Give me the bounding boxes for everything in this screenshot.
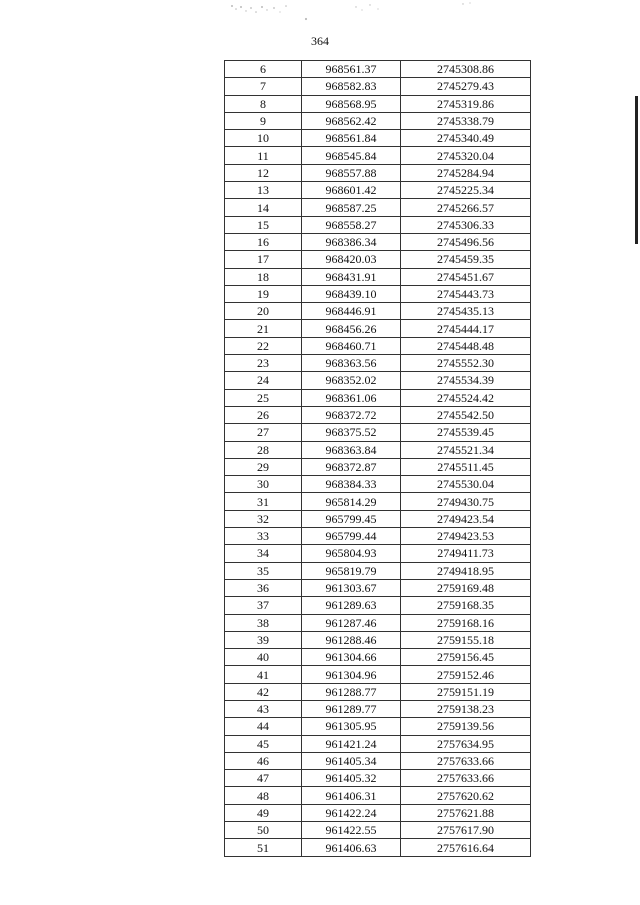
table-row (225, 95, 531, 112)
point-number-cell: 37 (225, 597, 302, 614)
y-coordinate-cell: 2759168.16 (401, 614, 531, 631)
table-row (225, 458, 531, 475)
y-coordinate-cell: 2745534.39 (401, 372, 531, 389)
point-number-cell: 39 (225, 631, 302, 648)
y-coordinate-cell: 2757616.64 (401, 839, 531, 856)
x-coordinate-cell: 968562.42 (302, 112, 401, 129)
point-number-cell: 16 (225, 233, 302, 250)
point-number-cell: 29 (225, 458, 302, 475)
point-number-cell: 45 (225, 735, 302, 752)
table-row (225, 61, 531, 78)
y-coordinate-cell: 2745225.34 (401, 182, 531, 199)
point-number-cell: 7 (225, 78, 302, 95)
table-row (225, 822, 531, 839)
point-number-cell: 21 (225, 320, 302, 337)
table-row (225, 562, 531, 579)
y-coordinate-cell: 2745496.56 (401, 233, 531, 250)
y-coordinate-cell: 2745444.17 (401, 320, 531, 337)
y-coordinate-cell: 2745306.33 (401, 216, 531, 233)
x-coordinate-cell: 961288.77 (302, 683, 401, 700)
y-coordinate-cell: 2745435.13 (401, 303, 531, 320)
point-number-cell: 46 (225, 752, 302, 769)
table-row (225, 441, 531, 458)
y-coordinate-cell: 2745320.04 (401, 147, 531, 164)
table-row (225, 476, 531, 493)
table-row (225, 579, 531, 596)
point-number-cell: 44 (225, 718, 302, 735)
x-coordinate-cell: 961422.24 (302, 804, 401, 821)
coordinate-table-body (225, 61, 531, 857)
table-row (225, 130, 531, 147)
table-row (225, 389, 531, 406)
table-row (225, 493, 531, 510)
table-row (225, 770, 531, 787)
y-coordinate-cell: 2759152.46 (401, 666, 531, 683)
y-coordinate-cell: 2745524.42 (401, 389, 531, 406)
x-coordinate-cell: 961289.77 (302, 700, 401, 717)
y-coordinate-cell: 2745319.86 (401, 95, 531, 112)
point-number-cell: 41 (225, 666, 302, 683)
x-coordinate-cell: 968372.87 (302, 458, 401, 475)
table-row (225, 199, 531, 216)
y-coordinate-cell: 2757633.66 (401, 770, 531, 787)
y-coordinate-cell: 2745542.50 (401, 406, 531, 423)
y-coordinate-cell: 2745443.73 (401, 285, 531, 302)
x-coordinate-cell: 968375.52 (302, 424, 401, 441)
table-row (225, 268, 531, 285)
table-row (225, 718, 531, 735)
y-coordinate-cell: 2759155.18 (401, 631, 531, 648)
table-row (225, 666, 531, 683)
y-coordinate-cell: 2745340.49 (401, 130, 531, 147)
x-coordinate-cell: 961289.63 (302, 597, 401, 614)
point-number-cell: 14 (225, 199, 302, 216)
table-row (225, 735, 531, 752)
y-coordinate-cell: 2759139.56 (401, 718, 531, 735)
x-coordinate-cell: 968386.34 (302, 233, 401, 250)
point-number-cell: 19 (225, 285, 302, 302)
x-coordinate-cell: 968587.25 (302, 199, 401, 216)
y-coordinate-cell: 2745279.43 (401, 78, 531, 95)
table-row (225, 614, 531, 631)
y-coordinate-cell: 2745308.86 (401, 61, 531, 78)
point-number-cell: 42 (225, 683, 302, 700)
point-number-cell: 18 (225, 268, 302, 285)
x-coordinate-cell: 961422.55 (302, 822, 401, 839)
table-row (225, 545, 531, 562)
x-coordinate-cell: 968361.06 (302, 389, 401, 406)
y-coordinate-cell: 2745448.48 (401, 337, 531, 354)
point-number-cell: 10 (225, 130, 302, 147)
table-row (225, 251, 531, 268)
table-row (225, 372, 531, 389)
table-row (225, 839, 531, 856)
y-coordinate-cell: 2757621.88 (401, 804, 531, 821)
table-row (225, 597, 531, 614)
y-coordinate-cell: 2745284.94 (401, 164, 531, 181)
table-row (225, 112, 531, 129)
table-row (225, 337, 531, 354)
x-coordinate-cell: 968420.03 (302, 251, 401, 268)
x-coordinate-cell: 968557.88 (302, 164, 401, 181)
point-number-cell: 25 (225, 389, 302, 406)
table-row (225, 182, 531, 199)
table-row (225, 233, 531, 250)
x-coordinate-cell: 965799.44 (302, 528, 401, 545)
x-coordinate-cell: 968363.84 (302, 441, 401, 458)
point-number-cell: 30 (225, 476, 302, 493)
point-number-cell: 15 (225, 216, 302, 233)
point-number-cell: 50 (225, 822, 302, 839)
point-number-cell: 34 (225, 545, 302, 562)
y-coordinate-cell: 2745530.04 (401, 476, 531, 493)
x-coordinate-cell: 965819.79 (302, 562, 401, 579)
table-row (225, 285, 531, 302)
x-coordinate-cell: 968561.84 (302, 130, 401, 147)
table-row (225, 355, 531, 372)
table-row (225, 752, 531, 769)
page-number: 364 (311, 34, 329, 48)
point-number-cell: 23 (225, 355, 302, 372)
x-coordinate-cell: 961287.46 (302, 614, 401, 631)
y-coordinate-cell: 2757617.90 (401, 822, 531, 839)
x-coordinate-cell: 968446.91 (302, 303, 401, 320)
y-coordinate-cell: 2759156.45 (401, 649, 531, 666)
x-coordinate-cell: 961303.67 (302, 579, 401, 596)
x-coordinate-cell: 968439.10 (302, 285, 401, 302)
table-row (225, 649, 531, 666)
table-row (225, 683, 531, 700)
y-coordinate-cell: 2757633.66 (401, 752, 531, 769)
x-coordinate-cell: 968384.33 (302, 476, 401, 493)
y-coordinate-cell: 2745459.35 (401, 251, 531, 268)
x-coordinate-cell: 968352.02 (302, 372, 401, 389)
point-number-cell: 40 (225, 649, 302, 666)
y-coordinate-cell: 2749418.95 (401, 562, 531, 579)
point-number-cell: 28 (225, 441, 302, 458)
scan-edge-bar (635, 96, 638, 244)
y-coordinate-cell: 2759169.48 (401, 579, 531, 596)
point-number-cell: 26 (225, 406, 302, 423)
x-coordinate-cell: 968558.27 (302, 216, 401, 233)
y-coordinate-cell: 2745552.30 (401, 355, 531, 372)
point-number-cell: 20 (225, 303, 302, 320)
point-number-cell: 43 (225, 700, 302, 717)
table-row (225, 406, 531, 423)
table-row (225, 147, 531, 164)
x-coordinate-cell: 968601.42 (302, 182, 401, 199)
point-number-cell: 11 (225, 147, 302, 164)
y-coordinate-cell: 2759138.23 (401, 700, 531, 717)
y-coordinate-cell: 2759168.35 (401, 597, 531, 614)
x-coordinate-cell: 968545.84 (302, 147, 401, 164)
coordinate-table (224, 60, 531, 857)
x-coordinate-cell: 961305.95 (302, 718, 401, 735)
y-coordinate-cell: 2749430.75 (401, 493, 531, 510)
point-number-cell: 13 (225, 182, 302, 199)
table-row (225, 303, 531, 320)
table-row (225, 787, 531, 804)
y-coordinate-cell: 2749411.73 (401, 545, 531, 562)
table-row (225, 528, 531, 545)
point-number-cell: 17 (225, 251, 302, 268)
y-coordinate-cell: 2745266.57 (401, 199, 531, 216)
y-coordinate-cell: 2757620.62 (401, 787, 531, 804)
x-coordinate-cell: 961421.24 (302, 735, 401, 752)
x-coordinate-cell: 968568.95 (302, 95, 401, 112)
point-number-cell: 22 (225, 337, 302, 354)
y-coordinate-cell: 2749423.53 (401, 528, 531, 545)
point-number-cell: 51 (225, 839, 302, 856)
point-number-cell: 24 (225, 372, 302, 389)
point-number-cell: 35 (225, 562, 302, 579)
y-coordinate-cell: 2759151.19 (401, 683, 531, 700)
table-row (225, 700, 531, 717)
y-coordinate-cell: 2745539.45 (401, 424, 531, 441)
x-coordinate-cell: 961405.34 (302, 752, 401, 769)
point-number-cell: 12 (225, 164, 302, 181)
table-row (225, 631, 531, 648)
y-coordinate-cell: 2745338.79 (401, 112, 531, 129)
point-number-cell: 36 (225, 579, 302, 596)
x-coordinate-cell: 961406.63 (302, 839, 401, 856)
table-row (225, 804, 531, 821)
x-coordinate-cell: 961304.96 (302, 666, 401, 683)
y-coordinate-cell: 2749423.54 (401, 510, 531, 527)
table-row (225, 164, 531, 181)
x-coordinate-cell: 961304.66 (302, 649, 401, 666)
point-number-cell: 9 (225, 112, 302, 129)
x-coordinate-cell: 968372.72 (302, 406, 401, 423)
x-coordinate-cell: 961288.46 (302, 631, 401, 648)
point-number-cell: 31 (225, 493, 302, 510)
x-coordinate-cell: 968363.56 (302, 355, 401, 372)
y-coordinate-cell: 2745451.67 (401, 268, 531, 285)
point-number-cell: 47 (225, 770, 302, 787)
point-number-cell: 6 (225, 61, 302, 78)
x-coordinate-cell: 968582.83 (302, 78, 401, 95)
x-coordinate-cell: 965804.93 (302, 545, 401, 562)
x-coordinate-cell: 968561.37 (302, 61, 401, 78)
point-number-cell: 48 (225, 787, 302, 804)
x-coordinate-cell: 961406.31 (302, 787, 401, 804)
x-coordinate-cell: 968456.26 (302, 320, 401, 337)
point-number-cell: 33 (225, 528, 302, 545)
x-coordinate-cell: 965814.29 (302, 493, 401, 510)
table-row (225, 424, 531, 441)
x-coordinate-cell: 965799.45 (302, 510, 401, 527)
point-number-cell: 27 (225, 424, 302, 441)
table-row (225, 320, 531, 337)
point-number-cell: 32 (225, 510, 302, 527)
x-coordinate-cell: 961405.32 (302, 770, 401, 787)
table-row (225, 78, 531, 95)
y-coordinate-cell: 2745511.45 (401, 458, 531, 475)
x-coordinate-cell: 968431.91 (302, 268, 401, 285)
point-number-cell: 49 (225, 804, 302, 821)
y-coordinate-cell: 2757634.95 (401, 735, 531, 752)
y-coordinate-cell: 2745521.34 (401, 441, 531, 458)
table-row (225, 216, 531, 233)
point-number-cell: 8 (225, 95, 302, 112)
table-row (225, 510, 531, 527)
point-number-cell: 38 (225, 614, 302, 631)
x-coordinate-cell: 968460.71 (302, 337, 401, 354)
